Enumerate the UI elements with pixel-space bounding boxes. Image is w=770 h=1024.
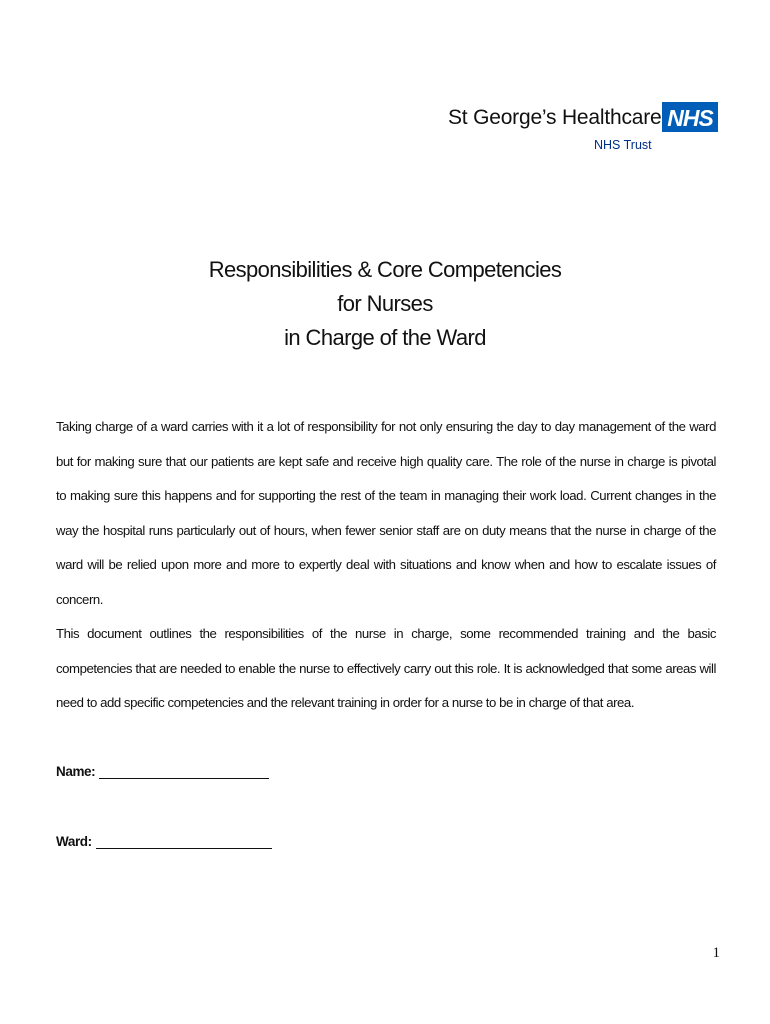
- body-paragraph-2: This document outlines the responsibilities of the nurse in charge, some recommended training and the basic competencies that are needed to enable the nurse to effectively carry out this role. It is acknowledged that some areas will need to add specific competencies and the relevant training in order for a nurse to be in charge of that area.: [56, 626, 716, 710]
- trust-name: St George’s Healthcare: [448, 106, 662, 129]
- title-line-3: in Charge of the Ward: [284, 325, 486, 350]
- nhs-logo-text: NHS: [667, 105, 713, 131]
- name-blank-line[interactable]: [99, 766, 269, 779]
- title-line-2: for Nurses: [337, 291, 433, 316]
- ward-field: [56, 834, 272, 849]
- title-line-1: Responsibilities & Core Competencies: [208, 257, 562, 282]
- page-number: 1: [712, 945, 720, 961]
- ward-blank-line[interactable]: [96, 836, 272, 849]
- ward-label: Ward:: [56, 834, 92, 849]
- name-field: [56, 764, 269, 779]
- body-paragraph-1: Taking charge of a ward carries with it a lot of responsibility for not only ensuring the day to day management of the ward but for making sure that our patients are kept safe and receive high quality care. The role of the nurse in charge is pivotal to making sure this happens and for supporting the rest of the team in managing their work load. Current changes in the way the hospital runs particularly out of hours, when fewer senior staff are on duty means that the nurse in charge of the ward will be relied upon more and more to expertly deal with situations and know when and how to escalate issues of concern.: [56, 419, 716, 607]
- trust-logo: [448, 98, 720, 164]
- document-title: [0, 253, 770, 355]
- nhs-logo-icon: [662, 102, 718, 132]
- name-label: Name:: [56, 764, 96, 779]
- document-body: [56, 410, 716, 721]
- trust-subtitle: NHS Trust: [594, 138, 652, 152]
